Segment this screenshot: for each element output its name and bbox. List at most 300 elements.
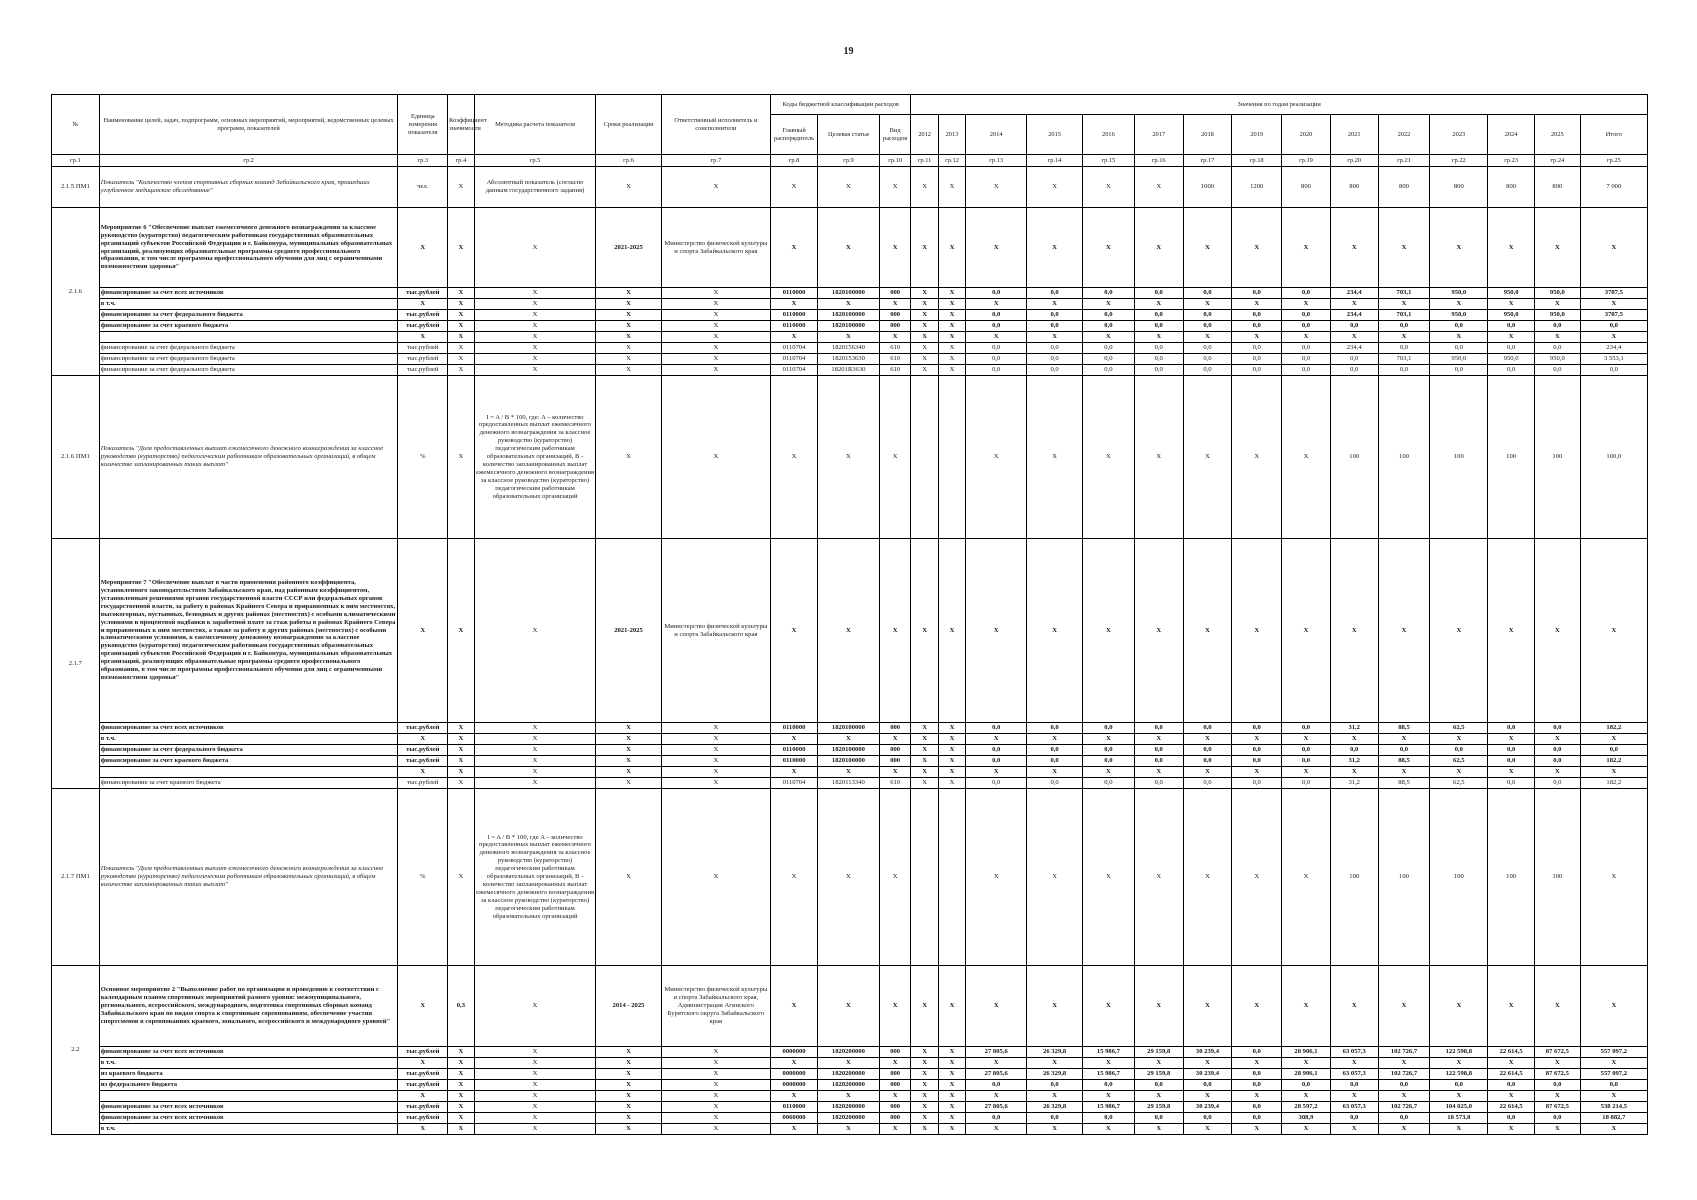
row-kbk-type: 000 [879,756,910,767]
row-kbk-target: 1820156340 [817,343,879,354]
row-unit: X [398,539,448,723]
row-year-value: X [966,299,1027,310]
row-year-value: X [1580,299,1647,310]
table-row [52,321,1648,332]
row-year-value: X [1134,332,1183,343]
row-year-value: 100,0 [1580,376,1647,539]
row-year-value: X [1232,539,1282,723]
row-method: X [474,1069,596,1080]
row-year-value: 88,5 [1378,756,1430,767]
row-method: X [474,966,596,1047]
row-method: Абсолютный показатель (согласно данным государственного задания) [474,167,596,208]
row-year-value: 0,0 [1330,1113,1378,1124]
row-kbk-grbs: 0060000 [771,1113,818,1124]
row-year-value: 28 597,2 [1282,1102,1331,1113]
row-year-value: X [966,789,1027,966]
row-number: 2.1.6 ПМ1 [52,376,100,539]
row-year-value: 100 [1430,789,1488,966]
row-kbk-target: X [817,734,879,745]
row-year-value: 0,0 [966,310,1027,321]
row-year-value: X [966,376,1027,539]
row-method: X [474,723,596,734]
row-method: X [474,734,596,745]
header-term: Сроки реализации [596,95,661,155]
row-year-value: X [966,966,1027,1047]
row-kbk-type: X [879,1091,910,1102]
header-year: 2015 [1027,115,1083,155]
row-year-value: 0,0 [966,723,1027,734]
row-year-value: X [1534,966,1580,1047]
header-name: Наименование целей, задач, подпрограмм, основных мероприятий, мероприятий, ведомственных целевых программ, показателей [99,95,398,155]
row-year-value: X [1183,966,1232,1047]
row-year-value: X [1134,789,1183,966]
row-year-value: 0,0 [1027,310,1083,321]
header-year: 2019 [1232,115,1282,155]
row-kbk-grbs: 0110704 [771,365,818,376]
column-number: гр.5 [474,155,596,167]
table-row [52,723,1648,734]
row-year-value: 0,0 [1083,288,1135,299]
row-year-value: X [966,539,1027,723]
row-year-value: X [1027,1124,1083,1135]
row-kbk-target: X [817,167,879,208]
row-year-value: 0,0 [1378,321,1430,332]
row-name: Показатель "Доля предоставленных выплат ежемесячного денежного вознаграждения за классное руководство (кураторство) педагогическим работникам образовательных организаций, в общем количестве запланированных таких выплат" [99,789,398,966]
row-year-value: X [1378,332,1430,343]
row-year-value: 88,5 [1378,723,1430,734]
row-year-value: 0,0 [1232,745,1282,756]
row-year-value: X [1580,767,1647,778]
row-kbk-target: X [817,332,879,343]
row-name: Основное мероприятие 2 "Выполнение работ по организации и проведению в соответствии с календарным планом спортивных мероприятий разного уровня: межмуниципального, регионального, всероссийского, международного, подготовка спортивных сборных команд Забайкальского края по видам спорта к спортивным соревнованиям, обеспечение участия спортсменов в соревнованиях краевого, зонального, всероссийского и международного уровней" [99,966,398,1047]
row-year-value: 30 239,4 [1183,1102,1232,1113]
row-year-value: X [1027,376,1083,539]
header-year: 2025 [1534,115,1580,155]
row-year-value: 950,0 [1534,354,1580,365]
row-year-value: X [1232,208,1282,288]
row-year-value: 18 882,7 [1580,1113,1647,1124]
row-kbk-target: 1820200000 [817,1069,879,1080]
row-kbk-target: 1820100000 [817,745,879,756]
row-year-value: X [1083,332,1135,343]
row-kbk-grbs: 0110000 [771,288,818,299]
table-row [52,1102,1648,1113]
row-year-value: 0,0 [1183,321,1232,332]
row-year-value: 0,0 [1083,1080,1135,1091]
row-year-value: 182,2 [1580,756,1647,767]
header-row [52,95,1648,115]
row-unit: X [398,1124,448,1135]
row-year-value: 0,0 [1083,321,1135,332]
row-year-value: X [911,966,938,1047]
column-number-row [52,155,1648,167]
row-year-value: 0,0 [1378,1113,1430,1124]
row-year-value: 100 [1378,789,1430,966]
row-year-value: 0,0 [1534,343,1580,354]
row-year-value: X [938,539,965,723]
row-year-value: X [1083,767,1135,778]
row-name: финансирование за счет краевого бюджета [99,321,398,332]
header-year: 2012 [911,115,938,155]
row-year-value: X [1580,734,1647,745]
row-coef: X [448,539,474,723]
row-responsible: X [661,332,771,343]
row-kbk-target: X [817,1058,879,1069]
row-year-value: X [1134,734,1183,745]
row-year-value: X [938,767,965,778]
row-year-value: 0,0 [1183,354,1232,365]
row-unit: X [398,332,448,343]
row-year-value: X [1282,208,1331,288]
row-year-value: X [911,1102,938,1113]
row-year-value: 87 672,5 [1534,1047,1580,1058]
row-year-value: 3787,5 [1580,288,1647,299]
row-year-value [938,376,965,539]
row-year-value: X [1134,208,1183,288]
row-year-value: 63 057,3 [1330,1102,1378,1113]
table-row [52,208,1648,288]
row-year-value: 0,0 [1027,756,1083,767]
row-year-value: 0,0 [1488,778,1535,789]
row-term: X [596,332,661,343]
row-number: 2.1.7 [52,539,100,789]
row-year-value: X [1378,1124,1430,1135]
row-year-value: 0,0 [1232,310,1282,321]
row-year-value: 0,0 [1027,1113,1083,1124]
row-kbk-grbs: 0000000 [771,1069,818,1080]
row-kbk-type: 000 [879,1047,910,1058]
row-year-value: X [1183,1124,1232,1135]
row-year-value: 800 [1282,167,1331,208]
row-year-value: 31,2 [1330,723,1378,734]
row-year-value: 0,0 [1232,1069,1282,1080]
column-number: гр.25 [1580,155,1647,167]
row-year-value: X [1027,1058,1083,1069]
row-year-value: 0,0 [1430,321,1488,332]
row-year-value: 0,0 [1330,1080,1378,1091]
row-kbk-type: X [879,767,910,778]
column-number: гр.21 [1378,155,1430,167]
table-row [52,343,1648,354]
row-year-value: 22 614,5 [1488,1069,1535,1080]
row-year-value: X [1534,767,1580,778]
row-year-value: X [1282,1058,1331,1069]
row-year-value: 0,0 [1378,1080,1430,1091]
row-year-value: X [938,723,965,734]
row-name: Показатель "Количество членов спортивных сборных команд Забайкальского края, прошедших углубленное медицинское обследование" [99,167,398,208]
row-kbk-type: X [879,167,910,208]
row-number: 2.2 [52,966,100,1135]
row-term: X [596,365,661,376]
row-year-value: 30 239,4 [1183,1047,1232,1058]
column-number: гр.12 [938,155,965,167]
page-number: 19 [843,46,854,57]
table-row [52,745,1648,756]
row-year-value: X [1282,299,1331,310]
row-term: X [596,376,661,539]
row-year-value: 62,5 [1430,723,1488,734]
row-coef: X [448,1124,474,1135]
row-year-value: 0,0 [1027,745,1083,756]
row-term: X [596,1047,661,1058]
row-kbk-grbs: X [771,539,818,723]
row-year-value: X [911,310,938,321]
row-year-value: X [1430,1091,1488,1102]
row-year-value: 22 614,5 [1488,1047,1535,1058]
row-year-value: 22 614,5 [1488,1102,1535,1113]
row-year-value: 950,0 [1430,310,1488,321]
row-year-value: X [1282,332,1331,343]
row-kbk-target: X [817,966,879,1047]
row-method: X [474,299,596,310]
row-year-value: 0,0 [1083,756,1135,767]
row-kbk-type: X [879,299,910,310]
row-year-value: X [1282,767,1331,778]
row-year-value: 0,0 [966,354,1027,365]
row-year-value: 104 025,0 [1430,1102,1488,1113]
row-year-value: X [1378,966,1430,1047]
row-unit: тыс.рублей [398,354,448,365]
row-name [99,332,398,343]
row-year-value: X [1378,734,1430,745]
row-responsible: X [661,1069,771,1080]
row-kbk-type: X [879,1058,910,1069]
row-unit: X [398,299,448,310]
row-kbk-grbs: X [771,299,818,310]
row-year-value: X [1083,299,1135,310]
row-year-value: 0,0 [1534,321,1580,332]
row-term: X [596,1069,661,1080]
row-year-value: X [1083,539,1135,723]
row-year-value: X [1534,734,1580,745]
row-year-value: 3 553,1 [1580,354,1647,365]
row-year-value: X [1378,299,1430,310]
row-name: финансирование за счет федерального бюджета [99,365,398,376]
row-year-value: 950,0 [1534,310,1580,321]
row-year-value: X [1488,208,1535,288]
row-coef: X [448,1102,474,1113]
row-year-value: X [1027,167,1083,208]
row-year-value: X [911,767,938,778]
row-kbk-grbs: X [771,376,818,539]
header-year: 2013 [938,115,965,155]
row-year-value: 0,0 [1232,1113,1282,1124]
row-year-value: X [1488,332,1535,343]
row-year-value: X [1027,734,1083,745]
column-number: гр.24 [1534,155,1580,167]
row-kbk-target: X [817,767,879,778]
header-year: 2014 [966,115,1027,155]
row-year-value: 31,2 [1330,778,1378,789]
row-kbk-type: 000 [879,1069,910,1080]
row-kbk-type: 000 [879,745,910,756]
column-number: гр.19 [1282,155,1331,167]
row-kbk-target: X [817,208,879,288]
row-year-value: X [1430,734,1488,745]
row-coef: 0,3 [448,966,474,1047]
row-year-value: 0,0 [1330,321,1378,332]
row-year-value: X [1430,966,1488,1047]
row-year-value: 29 159,8 [1134,1102,1183,1113]
row-year-value: X [966,734,1027,745]
row-year-value: X [1083,734,1135,745]
row-year-value: 800 [1430,167,1488,208]
row-year-value: 950,0 [1488,354,1535,365]
row-year-value: X [911,365,938,376]
table-row [52,1080,1648,1091]
row-method: X [474,1080,596,1091]
row-year-value: X [1083,167,1135,208]
row-year-value: 100 [1534,789,1580,966]
row-year-value: X [1378,767,1430,778]
row-coef: X [448,376,474,539]
row-year-value: X [938,354,965,365]
row-year-value: X [911,208,938,288]
row-year-value: 234,4 [1580,343,1647,354]
row-unit: тыс.рублей [398,745,448,756]
row-kbk-type: 000 [879,723,910,734]
row-year-value: 0,0 [1534,778,1580,789]
row-kbk-target: X [817,1124,879,1135]
row-year-value: X [1232,1091,1282,1102]
row-year-value: 0,0 [1488,321,1535,332]
row-name: в т.ч. [99,734,398,745]
header-kbk-col: Целевая статья [817,115,879,155]
header-year: 2016 [1083,115,1135,155]
table-row [52,539,1648,723]
header-year: 2017 [1134,115,1183,155]
row-year-value: 0,0 [1083,354,1135,365]
row-coef: X [448,288,474,299]
row-name: финансирование за счет краевого бюджета [99,756,398,767]
column-number: гр.22 [1430,155,1488,167]
row-year-value: 557 097,2 [1580,1069,1647,1080]
row-method: X [474,1058,596,1069]
row-year-value: 0,0 [1134,343,1183,354]
row-kbk-grbs: X [771,1058,818,1069]
row-year-value: 28 906,1 [1282,1069,1331,1080]
row-kbk-target: X [817,789,879,966]
column-number: гр.13 [966,155,1027,167]
row-unit: тыс.рублей [398,778,448,789]
row-year-value: X [911,354,938,365]
row-year-value: 0,0 [1183,1113,1232,1124]
header-year: 2022 [1378,115,1430,155]
row-coef: X [448,167,474,208]
row-year-value: 0,0 [1488,745,1535,756]
row-year-value: 100 [1330,789,1378,966]
row-term: 2021-2025 [596,539,661,723]
row-kbk-target: X [817,1091,879,1102]
row-kbk-grbs: 0000000 [771,1080,818,1091]
row-year-value: 0,0 [1282,354,1331,365]
row-year-value: X [911,756,938,767]
row-term: X [596,167,661,208]
header-unit: Единица измерения показателя [398,95,448,155]
row-kbk-grbs: X [771,966,818,1047]
row-year-value: X [911,1124,938,1135]
row-method: X [474,1102,596,1113]
row-year-value: 0,0 [1580,365,1647,376]
table-row [52,376,1648,539]
row-year-value: X [1282,789,1331,966]
row-unit: X [398,966,448,1047]
row-year-value: 0,0 [966,365,1027,376]
row-year-value: 0,0 [1134,756,1183,767]
row-year-value: X [1134,1058,1183,1069]
row-year-value: 0,0 [1232,1102,1282,1113]
column-number: гр.14 [1027,155,1083,167]
table-row [52,789,1648,966]
row-method: X [474,1047,596,1058]
row-year-value: X [1330,1058,1378,1069]
row-year-value: X [1083,376,1135,539]
header-year: 2024 [1488,115,1535,155]
row-name: финансирование за счет краевого бюджета [99,778,398,789]
table-row [52,310,1648,321]
row-year-value: X [1488,1091,1535,1102]
row-year-value: X [1282,539,1331,723]
row-kbk-type: 610 [879,354,910,365]
row-year-value: 15 986,7 [1083,1047,1135,1058]
column-number: гр.2 [99,155,398,167]
row-year-value: 0,0 [1378,343,1430,354]
row-method: X [474,1124,596,1135]
row-unit: тыс.рублей [398,723,448,734]
row-year-value: 0,0 [1183,778,1232,789]
row-unit: тыс.рублей [398,756,448,767]
row-term: X [596,321,661,332]
row-year-value: X [911,167,938,208]
row-term: 2014 - 2025 [596,966,661,1047]
row-responsible: X [661,745,771,756]
table-row [52,756,1648,767]
row-method: X [474,208,596,288]
column-number: гр.9 [817,155,879,167]
row-unit: X [398,767,448,778]
row-term: X [596,723,661,734]
row-year-value: X [1580,332,1647,343]
row-term: X [596,756,661,767]
table-row [52,288,1648,299]
row-year-value: 0,0 [1580,1080,1647,1091]
row-year-value: 950,0 [1488,288,1535,299]
row-year-value: 100 [1488,789,1535,966]
row-name: из краевого бюджета [99,1069,398,1080]
row-year-value: X [938,1080,965,1091]
row-name: финансирование за счет всех источников [99,1047,398,1058]
row-responsible: X [661,723,771,734]
row-year-value: 0,0 [1534,723,1580,734]
row-responsible: X [661,310,771,321]
row-kbk-target: 1820100000 [817,288,879,299]
row-year-value: 0,0 [1134,1113,1183,1124]
row-kbk-type: 610 [879,778,910,789]
row-unit: чел. [398,167,448,208]
row-term: X [596,734,661,745]
row-year-value: 0,0 [1183,310,1232,321]
row-year-value: X [1083,1058,1135,1069]
row-year-value: 29 159,8 [1134,1047,1183,1058]
row-responsible: X [661,376,771,539]
row-kbk-type: X [879,376,910,539]
row-year-value: 0,0 [1027,354,1083,365]
row-kbk-target: 18201R3630 [817,365,879,376]
row-year-value: X [1232,1058,1282,1069]
row-term: X [596,299,661,310]
row-year-value: 0,0 [966,321,1027,332]
table-row [52,299,1648,310]
